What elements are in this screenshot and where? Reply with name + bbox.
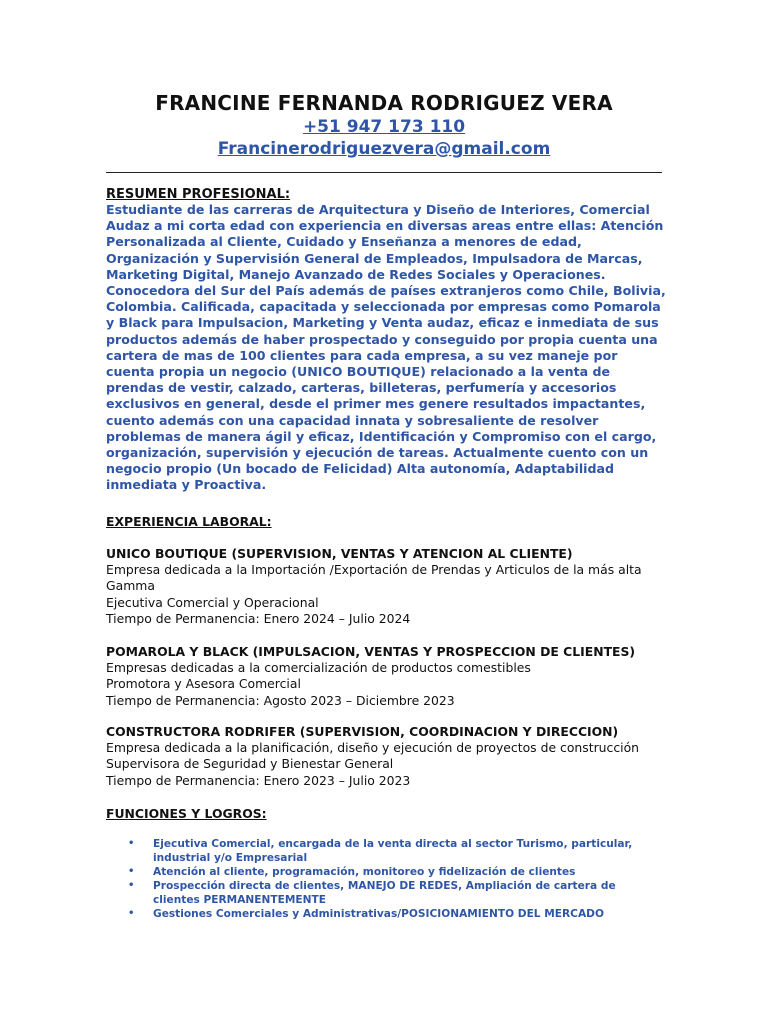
job-description: Empresa dedicada a la Importación /Exportación de Prendas y Articulos de la más alta Gamma: [106, 562, 642, 594]
job-entry: [106, 546, 666, 627]
bullet-icon: •: [128, 908, 135, 919]
job-heading: UNICO BOUTIQUE (SUPERVISION, VENTAS Y ATENCION AL CLIENTE): [106, 546, 573, 561]
functions-list-block: [106, 837, 646, 921]
phone-link[interactable]: +51 947 173 110: [302, 117, 466, 137]
list-item: [106, 865, 646, 879]
list-item: [106, 879, 646, 907]
list-item: [106, 907, 646, 921]
list-item-text: Ejecutiva Comercial, encargada de la venta directa al sector Turismo, particular, industrial y/o Empresarial: [153, 838, 633, 864]
job-role: Promotora y Asesora Comercial: [106, 676, 301, 692]
job-description: Empresas dedicadas a la comercialización de productos comestibles: [106, 660, 531, 675]
list-item: [106, 837, 646, 865]
job-entry: [106, 644, 666, 709]
bullet-icon: •: [128, 838, 135, 849]
candidate-name: FRANCINE FERNANDA RODRIGUEZ VERA: [155, 91, 613, 115]
functions-title: FUNCIONES Y LOGROS:: [106, 806, 267, 821]
job-entry: [106, 724, 666, 789]
list-item-text: Atención al cliente, programación, monitoreo y fidelización de clientes: [153, 866, 576, 878]
header-divider: [106, 172, 662, 173]
resume-page: [106, 90, 662, 160]
list-item-text: Prospección directa de clientes, MANEJO DE REDES, Ampliación de cartera de clientes PERMANENTEMENTE: [153, 880, 616, 906]
experience-title-block: [106, 514, 666, 529]
bullet-icon: •: [128, 880, 135, 891]
summary-title: RESUMEN PROFESIONAL:: [106, 187, 291, 202]
summary-section: [106, 187, 666, 494]
job-role: Ejecutiva Comercial y Operacional: [106, 594, 319, 610]
email-link[interactable]: Francinerodriguezvera@gmail.com: [217, 139, 551, 159]
experience-title: EXPERIENCIA LABORAL:: [106, 514, 272, 529]
job-description: Empresa dedicada a la planificación, diseño y ejecución de proyectos de construcción: [106, 740, 640, 755]
job-period: Tiempo de Permanencia: Enero 2024 – Julio 2024: [106, 610, 411, 626]
summary-text: Estudiante de las carreras de Arquitectura y Diseño de Interiores, Comercial Audaz a mi corta edad con experiencia en diversas areas entre ellas: Atención Personalizada al Cliente, Cuidado y Enseñanza a menores de edad, Organización y Supervisión General de Empleados, Impulsadora de Marcas, Marketing Digital, Manejo Avanzado de Redes Sociales y Operaciones. Conocedora del Sur del País además de países extranjeros como Chile, Bolivia, Colombia. Calificada, capacitada y seleccionada por empresas como Pomarola y Black para Impulsacion, Marketing y Venta audaz, eficaz e inmediata de sus productos además de haber prospectado y conseguido por propia cuenta una cartera de mas de 100 clientes para cada empresa, a su vez maneje por cuenta propia un negocio (UNICO BOUTIQUE) relacionado a la venta de prendas de vestir, calzado, carteras, billeteras, perfumería y accesorios exclusivos en general, desde el primer mes genere resultados impactantes, cuento además con una capacidad innata y sobresaliente de resolver problemas de manera ágil y eficaz, Identificación y Compromiso con el cargo, organización, supervisión y ejecución de tareas. Actualmente cuento con un negocio propio (Un bocado de Felicidad) Alta autonomía, Adaptabilidad inmediata y Proactiva.: [106, 202, 666, 493]
job-period: Tiempo de Permanencia: Agosto 2023 – Diciembre 2023: [106, 692, 455, 708]
job-heading: CONSTRUCTORA RODRIFER (SUPERVISION, COORDINACION Y DIRECCION): [106, 724, 619, 739]
bullet-icon: •: [128, 866, 135, 877]
list-item-text: Gestiones Comerciales y Administrativas/POSICIONAMIENTO DEL MERCADO: [153, 908, 604, 920]
functions-list: [106, 837, 646, 921]
job-period: Tiempo de Permanencia: Enero 2023 – Julio 2023: [106, 772, 411, 788]
functions-title-block: [106, 806, 666, 821]
job-heading: POMAROLA Y BLACK (IMPULSACION, VENTAS Y PROSPECCION DE CLIENTES): [106, 644, 636, 659]
job-role: Supervisora de Seguridad y Bienestar General: [106, 756, 394, 772]
